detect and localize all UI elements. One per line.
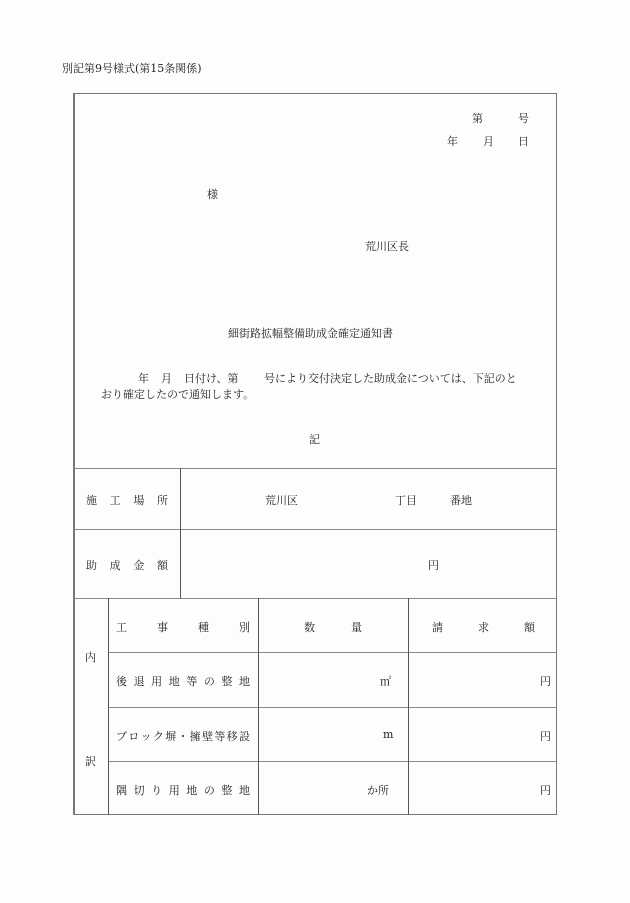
date-day: 日 <box>518 135 529 148</box>
table-row-type-wall: ブ ロ ッ ク 塀 ・ 擁 壁 等 移 設 <box>116 730 250 743</box>
body-line1: 号により交付決定した助成金については、下記のと <box>264 372 517 385</box>
location-banchi: 番地 <box>450 494 472 507</box>
column-header-type: 工 事 種 別 <box>116 621 250 634</box>
row-unit-places: か所 <box>367 784 389 797</box>
date-month: 月 <box>483 135 494 148</box>
location-chome: 丁目 <box>395 494 417 507</box>
body-month: 月 <box>161 372 172 385</box>
ki-label: 記 <box>309 433 320 446</box>
row-claim-unit: 円 <box>540 784 551 797</box>
location-ward: 荒川区 <box>265 494 298 507</box>
row-unit-m: m <box>383 728 394 741</box>
column-header-claim: 請 求 額 <box>432 621 535 634</box>
location-label: 施 工 場 所 <box>86 494 168 507</box>
amount-label: 助 成 金 額 <box>86 559 168 572</box>
form-label: 別記第9号様式(第15条関係) <box>62 62 202 75</box>
breakdown-label-top: 内 <box>85 651 96 664</box>
document-title: 細街路拡幅整備助成金確定通知書 <box>228 327 393 340</box>
number-suffix: 号 <box>518 112 529 125</box>
issuer: 荒川区長 <box>365 240 409 253</box>
row-unit-sqm: ㎡ <box>380 675 391 688</box>
date-year: 年 <box>447 135 458 148</box>
body-date-text: 日付け、第 <box>184 372 239 385</box>
body-line2: おり確定したので通知します。 <box>101 388 255 401</box>
column-header-quantity: 数 量 <box>304 621 362 634</box>
row-claim-unit: 円 <box>540 730 551 743</box>
addressee-suffix: 様 <box>207 188 218 201</box>
row-claim-unit: 円 <box>540 675 551 688</box>
table-row-type-corner: 隅 切 り 用 地 の 整 地 <box>116 784 250 797</box>
breakdown-label-bottom: 訳 <box>85 755 96 768</box>
table-row-type-setback: 後 退 用 地 等 の 整 地 <box>116 675 250 688</box>
number-prefix: 第 <box>472 112 483 125</box>
body-year: 年 <box>138 372 149 385</box>
amount-unit: 円 <box>428 559 439 572</box>
